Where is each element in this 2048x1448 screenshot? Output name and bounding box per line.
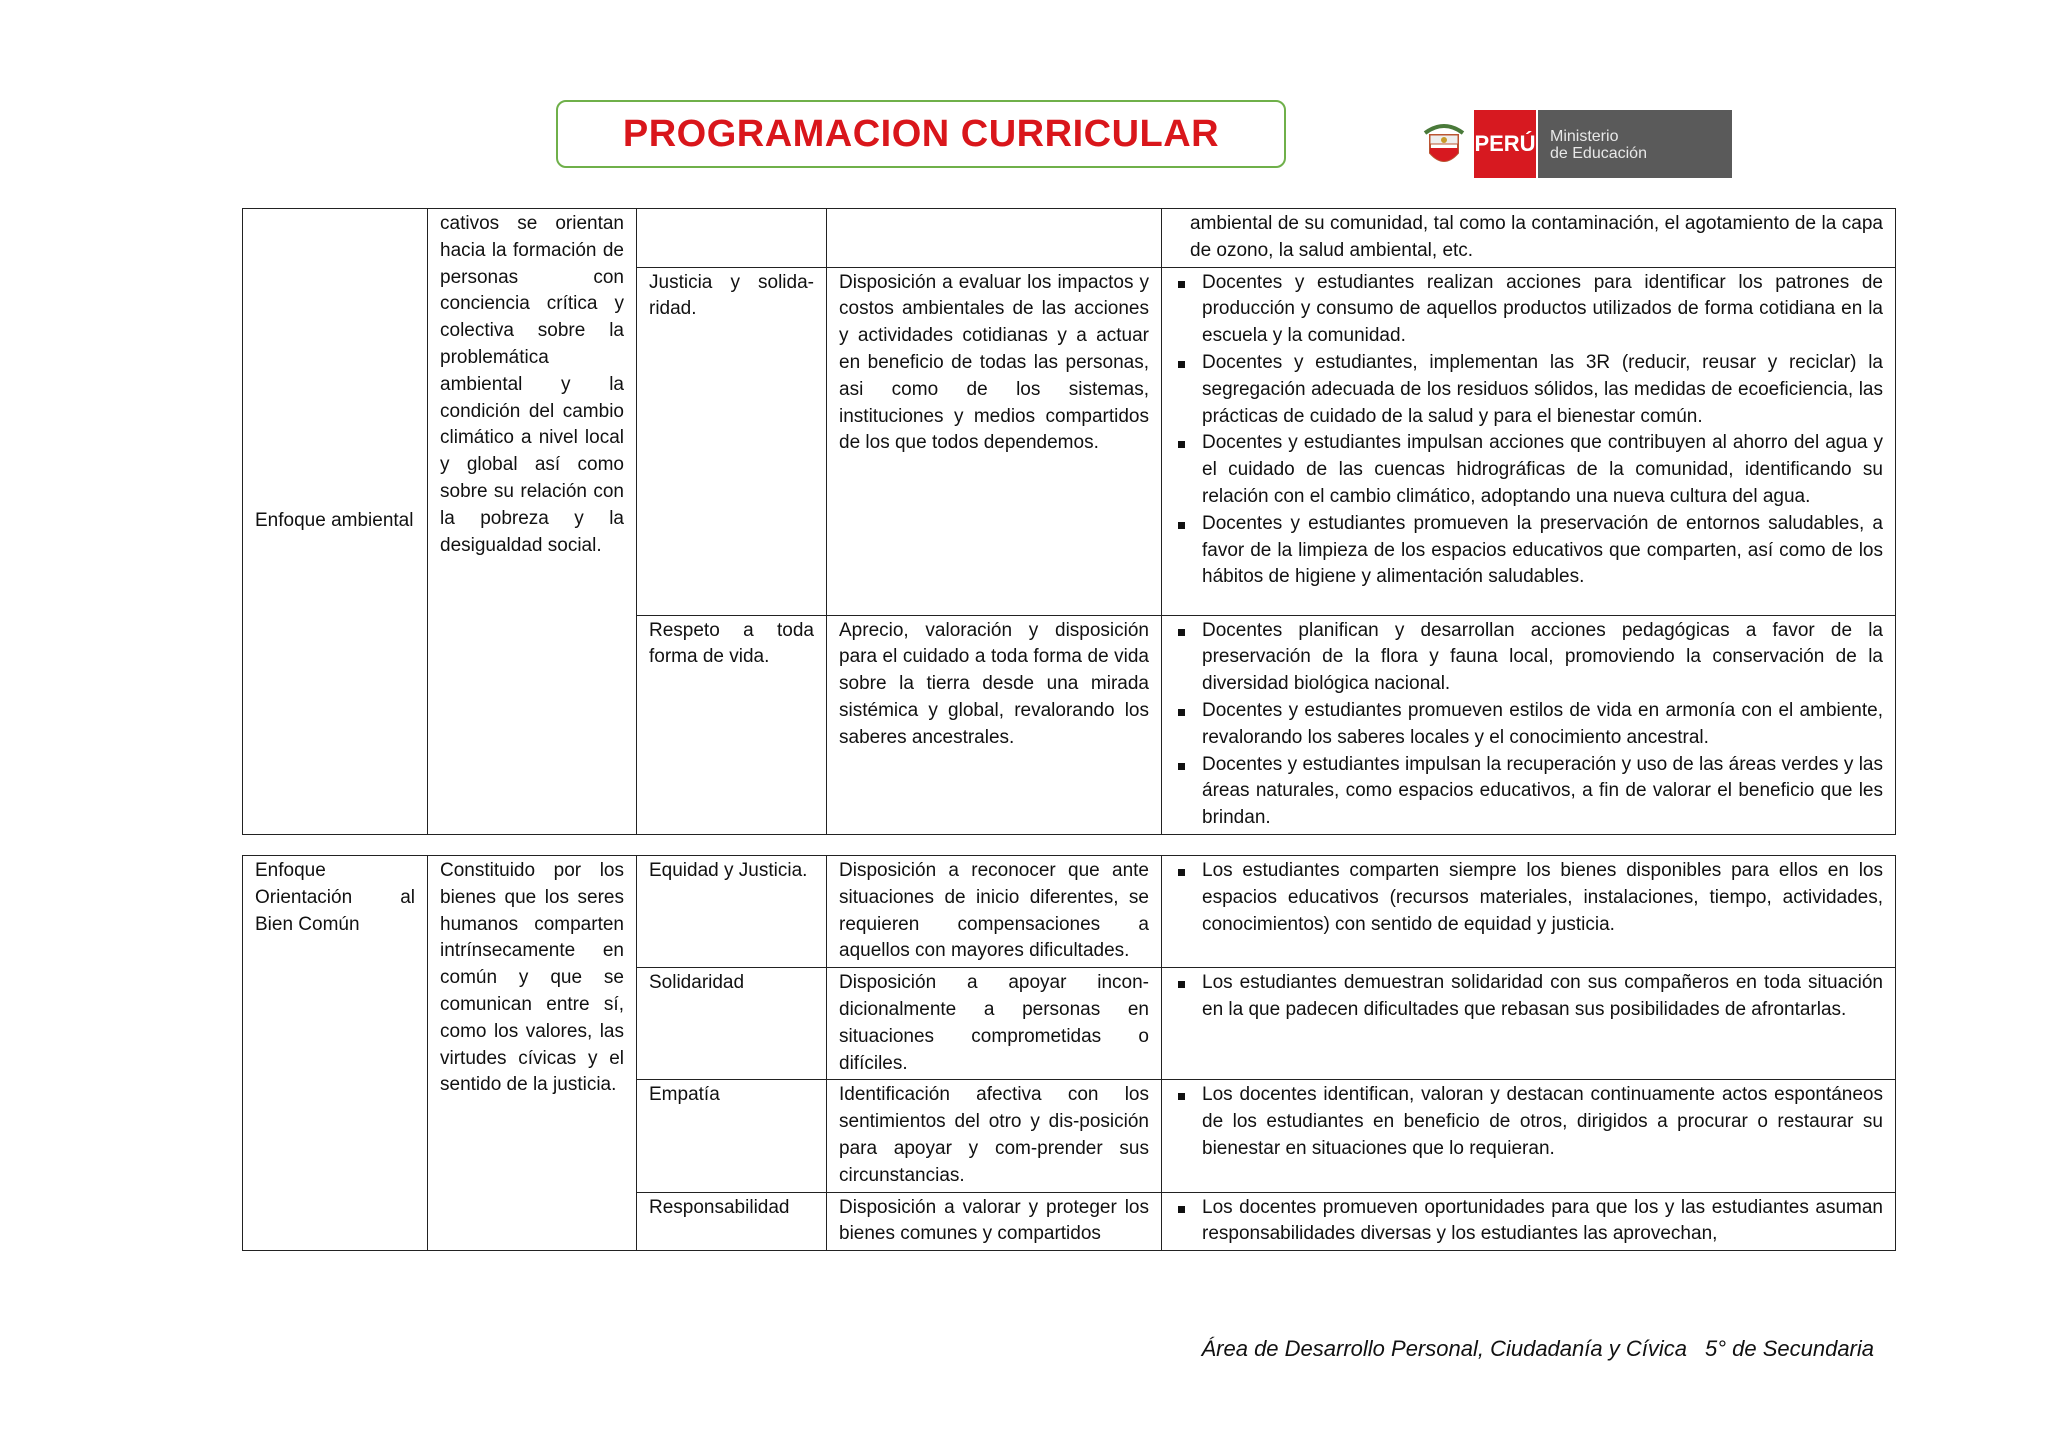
disposicion-cell: Aprecio, valoración y disposición para el cuidado a toda forma de vida sobre la tierra desde una mirada sistémica y global, revalorando los saberes ancestrales.	[827, 615, 1162, 834]
valor-cell	[637, 209, 827, 268]
disposicion-cell: Identificación afectiva con los sentimientos del otro y dis-posición para apoyar y com-prender sus circunstancias.	[827, 1080, 1162, 1192]
acciones-cell	[1162, 1080, 1896, 1192]
valor-cell: Respeto a toda forma de vida.	[637, 615, 827, 834]
list-item: Los estudiantes comparten siempre los bienes disponibles para ellos en los espacios educativos (recursos materiales, instalaciones, tiempo, actividades, conocimientos) con sentido de equidad y justicia.	[1202, 858, 1883, 938]
disposicion-cell: Disposición a apoyar incon-dicionalmente a personas en situaciones comprometidas o difíciles.	[827, 968, 1162, 1080]
page-footer	[1201, 1336, 1874, 1362]
acciones-cell	[1162, 1192, 1896, 1251]
descripcion-cell: cativos se orientan hacia la formación de personas con conciencia crítica y colectiva sobre la problemática ambiental y la condición del cambio climático a nivel local y global así como sobre su relación con la pobreza y la desigualdad social.	[428, 209, 637, 835]
valor-cell: Responsabilidad	[637, 1192, 827, 1251]
enfoque-ambiental-table	[242, 208, 1896, 835]
acciones-cell	[1162, 267, 1896, 615]
list-item: Docentes y estudiantes realizan acciones para identificar los patrones de producción y consumo de aquellos productos utilizados de forma cotidiana en la escuela y la comunidad.	[1202, 270, 1883, 350]
list-item: Los estudiantes demuestran solidaridad con sus compañeros en toda situación en la que padecen dificultades que rebasan sus posibilidades de afrontarlas.	[1202, 970, 1883, 1024]
logo-ministry-line1: Ministerio	[1550, 128, 1619, 145]
descripcion-cell: Constituido por los bienes que los seres humanos comparten intrínsecamente en común y que se comunican entre sí, como los valores, las virtudes cívicas y el sentido de la justicia.	[428, 856, 637, 1251]
list-item: Docentes y estudiantes impulsan la recuperación y uso de las áreas verdes y las áreas naturales, como espacios educativos, a fin de valorar el beneficio que les brindan.	[1202, 752, 1883, 832]
list-item: Docentes planifican y desarrollan acciones pedagógicas a favor de la preservación de la flora y fauna local, promoviendo la conservación de la diversidad biológica nacional.	[1202, 618, 1883, 698]
disposicion-cell	[827, 209, 1162, 268]
valor-cell: Empatía	[637, 1080, 827, 1192]
list-item: Docentes y estudiantes impulsan acciones que contribuyen al ahorro del agua y el cuidado de las cuencas hidrográficas de la comunidad, identificando su relación con el cambio climático, adoptando una nueva cultura del agua.	[1202, 430, 1883, 510]
list-item: Los docentes promueven oportunidades para que los y las estudiantes asuman responsabilidades diversas y los estudiantes las aprovechan,	[1202, 1195, 1883, 1249]
list-item: Los docentes identifican, valoran y destacan continuamente actos espontáneos de los estudiantes en beneficio de otros, dirigidos a procurar o restaurar su bienestar en situaciones que lo requieran.	[1202, 1082, 1883, 1162]
list-item: Docentes y estudiantes promueven la preservación de entornos saludables, a favor de la limpieza de los espacios educativos que comparten, así como de los hábitos de higiene y alimentación saludables.	[1202, 511, 1883, 591]
logo-peru-text: PERÚ	[1474, 110, 1536, 178]
enfoque-bien-comun-table	[242, 855, 1896, 1251]
acciones-cell	[1162, 615, 1896, 834]
ministry-logo	[1418, 110, 1732, 178]
page-title: PROGRAMACION CURRICULAR	[622, 112, 1220, 155]
acciones-cell	[1162, 856, 1896, 968]
acciones-cell: ambiental de su comunidad, tal como la contaminación, el agotamiento de la capa de ozono, la salud ambiental, etc.	[1162, 209, 1896, 268]
logo-ministry-line2: de Educación	[1550, 145, 1647, 162]
logo-ministry-text	[1536, 110, 1732, 178]
table-row	[243, 209, 1896, 268]
list-item: Docentes y estudiantes promueven estilos de vida en armonía con el ambiente, revalorando los saberes locales y el conocimiento ancestral.	[1202, 698, 1883, 752]
enfoque-cell: Enfoque Orientación al Bien Común	[243, 856, 428, 1251]
disposicion-cell: Disposición a evaluar los impactos y costos ambientales de las acciones y actividades cotidianas y a actuar en beneficio de todas las personas, asi como de los sistemas, instituciones y medios compartidos de los que todos dependemos.	[827, 267, 1162, 615]
valor-cell: Solidaridad	[637, 968, 827, 1080]
acciones-cell	[1162, 968, 1896, 1080]
disposicion-cell: Disposición a reconocer que ante situaciones de inicio diferentes, se requieren compensaciones a aquellos con mayores dificultades.	[827, 856, 1162, 968]
valor-cell: Justicia y solida-ridad.	[637, 267, 827, 615]
disposicion-cell: Disposición a valorar y proteger los bienes comunes y compartidos	[827, 1192, 1162, 1251]
coat-of-arms-icon	[1418, 110, 1470, 178]
table-row	[243, 856, 1896, 968]
footer-grade: 5° de Secundaria	[1704, 1336, 1874, 1361]
page-title-box	[556, 100, 1286, 168]
list-item: Docentes y estudiantes, implementan las 3R (reducir, reusar y reciclar) la segregación adecuada de los residuos sólidos, las medidas de ecoeficiencia, las prácticas de cuidado de la salud y para el bienestar común.	[1202, 350, 1883, 430]
valor-cell: Equidad y Justicia.	[637, 856, 827, 968]
footer-area: Área de Desarrollo Personal, Ciudadanía y Cívica	[1201, 1336, 1687, 1361]
enfoque-cell: Enfoque ambiental	[243, 209, 428, 835]
